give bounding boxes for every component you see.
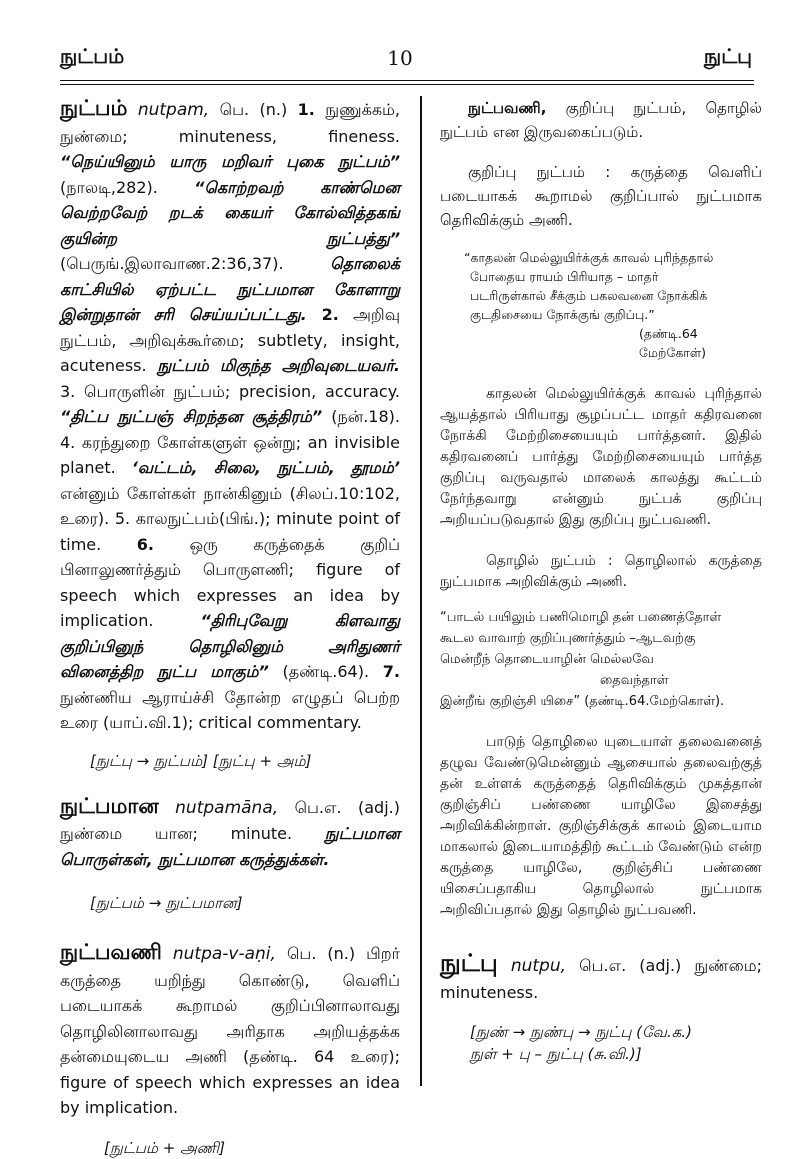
entry-text: (நாலடி,282). [60,177,195,197]
entry-text: என்னும் கோள்கள் நான்கினும் (சிலப்.10:102, உரை). 5. காலநுட்பம்(பிங்.); minute point of time. [60,483,400,554]
entry-nutpu [440,951,762,1005]
entry-text: பெ.எ. (adj.) நுண்மை; minuteness. [440,956,763,1002]
paragraph-text: குறிப்பு நுட்பம், தொழில் நுட்பம் என இருவகைப்படும். [440,99,762,141]
column-divider [420,96,422,1086]
transliteration: nutpu, [510,956,567,976]
citation-quote: “நெய்யினும் யாரு மறிவர் புகை நுட்பம்” [60,152,400,171]
paragraph-text: : தொழிலால் கருத்தை நுட்பமாக அறிவிக்கும் அணி. [440,553,762,590]
right-column [440,96,762,1081]
header-guide-word-left: நுட்பம் [60,44,125,68]
header-rule [60,80,754,81]
etymology: நுள் + பு – நுட்பு (சு.வி.)] [470,1045,642,1063]
entry-text: பெ. (n.) பிறர் கருத்தை யறிந்து கொண்டு, வெளிப் படையாகக் கூறாமல் குறிப்பினாலாவது தொழிலினாலாவது அரிதாக அறியத்தக்க தன்மையுடைய அணி (தண்டி. 64 உரை); figure of speech which expresses an idea by implication. [60,944,400,1117]
etymology: [நுட்பு → நுட்பம்] [நுட்பு + அம்] [90,751,312,770]
verse-line: “காதலன் மெல்லுயிர்க்குக் காவல் புரிந்ததால் [464,250,714,265]
verse-line: போதைய ராயம் பிரியாத – மாதர் [470,269,659,284]
entry-text: பெ. (n.) [209,100,298,119]
entry-text: நுணுக்கம், நுண்மை; minuteness, fineness. [60,100,401,146]
example-sentence: தொலைக் காட்சியில் ஏற்பட்ட நுட்பமான கோளாறு இன்றுதான் சரி செய்யப்பட்டது. [60,254,400,324]
citation-quote: ‘வட்டம், சிலை, நுட்பம், தூமம்’ [131,458,400,477]
headword: நுட்பமான [60,793,159,818]
entry-nutpamana [60,794,400,873]
entry-text: (பெருங்.இலாவாண.2:36,37). [60,254,331,273]
headword: நுட்பவணி [60,940,162,964]
citation-quote: “திட்ப நுட்பஞ் சிறந்தன சூத்திரம்” [60,407,323,426]
citation-quote: “திரிபுவேறு கிளவாது குறிப்பினுந் தொழிலினும் அரிதுணர் வினைத்திற நுட்ப மாகும்” [60,611,401,681]
left-column [60,96,401,1157]
verse-line: இன்றீங் குறிஞ்சி யிசை” (தண்டி.64.மேற்கொள்). [440,694,725,709]
entry-text: 3. பொருளின் நுட்பம்; precision, accuracy. [60,381,400,401]
paragraph-explanation-1: காதலன் மெல்லுயிர்க்குக் காவல் புரிந்தால் ஆயத்தால் பிரியாது சூழப்பட்ட மாதர் கதிரவனை நோக்கி மேற்றிசையையும் பார்த்தனர். இதில் கதிரவனைப் பார்த்து மேற்றிசையையும் பார்த்த குறிப்பு வருவதால் மாலைக் காலத்து கூட்டம் நேர்ந்தவாறு என்னும் நுட்பக் குறிப்பு அறியப்படுவதால் இது குறிப்பு நுட்பவணி. [440,386,762,528]
verse-source: (தண்டி.64 மேற்கோள்) [639,326,706,360]
entry-text: ஒரு கருத்தைக் குறிப் பினாலுணர்த்தும் பொருளணி; figure of speech which expresses an idea by implication. [60,534,400,630]
entry-text: அறிவு நுட்பம், அறிவுக்கூர்மை; subtlety, insight, acuteness. [60,305,401,375]
header-guide-word-right: நுட்பு [703,44,752,68]
sense-number: 1. [297,100,315,119]
transliteration: nutpam, [137,100,210,120]
entry-text: (தண்டி.64). [268,662,383,681]
paragraph-thozhil-nutpam [440,551,762,593]
paragraph-nutpavani-types [440,96,762,144]
transliteration: nutpamāna, [175,797,279,818]
paragraph-text: : கருத்தை வெளிப் படையாகக் கூறாமல் குறிப்பால் நுட்பமாக தெரிவிக்கும் அணி. [440,163,762,229]
verse-line: “பாடல் பயிலும் பணிமொழி தன் பணைத்தோள் [440,610,722,625]
sense-number: 7. [382,662,400,681]
verse-line: குடதிசையை நோக்குங் குறிப்பு.” [470,307,655,322]
paragraph-kurippu-nutpam [440,160,762,232]
entry-text: பெ.எ. (adj.) நுண்மை யான; minute. [60,797,400,843]
verse-quotation-2 [440,607,762,712]
verse-line: படரிருள்கால் சீக்கும் பகலவனை நோக்கிக் [470,288,708,303]
verse-line: கூடல வாவாற் குறிப்புணர்த்தும் –ஆடவற்கு [440,631,696,646]
example-sentence: நுட்பமான பொருள்கள், நுட்பமான கருத்துக்கள். [60,824,400,869]
etymology: [நுட்பம் → நுட்பமான] [90,894,243,912]
header-rule-secondary [60,84,754,85]
citation-quote: “கொற்றவற் காண்மென வெற்றவேற் றடக் கையர் கோல்வித்தகங் குயின்ற நுட்பத்து” [60,177,400,248]
verse-quotation-1 [440,248,762,362]
transliteration: nutpa-v-aṇi, [172,944,276,964]
sense-number: 6. [136,534,155,554]
etymology: [நுண் → நுண்பு → நுட்பு (வே.க.) [470,1023,692,1041]
example-sentence: நுட்பம் மிகுந்த அறிவுடையவர். [157,356,400,375]
headword: நுட்பு [440,949,498,977]
term: தொழில் நுட்பம் [486,553,596,569]
sense-number: 2. [306,305,339,324]
entry-text: நுண்ணிய ஆராய்ச்சி தோன்ற எழுதப் பெற்ற உரை (யாப்.வி.1); critical commentary. [60,687,400,732]
etymology: [நுட்பம் + அணி] [104,1138,225,1157]
entry-text: (நன்.18). 4. கரந்துறை கோள்களுள் ஒன்று; an invisible planet. [60,407,400,477]
headword: நுட்பம் [60,96,128,120]
term: குறிப்பு நுட்பம் [468,163,585,181]
entry-nutpam [60,96,400,736]
page-number: 10 [387,46,413,70]
entry-nutpavani [60,940,400,1121]
verse-line: மென்றீந் தொடையாழின் மெல்லவே [440,652,654,667]
paragraph-explanation-2: பாடுந் தொழிலை யுடையாள் தலைவனைத் தழுவ வேண்டுமென்னும் ஆசையால் தலைவற்குத் தன் உள்ளக் கருத்தைத் தெரிவிக்கும் முகத்தான் குறிஞ்சிப் பண்ணை யாழிலே இசைத்து அறிவிக்கின்றாள். குறிஞ்சிக்குக் காலம் இடையாம மாகலால் இடையாமத்திற் கூட்டம் வேண்டும் என்ற கருத்தை யாழிலே, குறிஞ்சிப் பண்ணை யிசைப்பதாகிய தொழிலால் நுட்பமாக அறிவிப்பதால் இது தொழில் நுட்பவணி. [440,734,762,918]
term: நுட்பவணி, [468,99,547,117]
verse-line: தைவந்தாள் [600,673,669,688]
